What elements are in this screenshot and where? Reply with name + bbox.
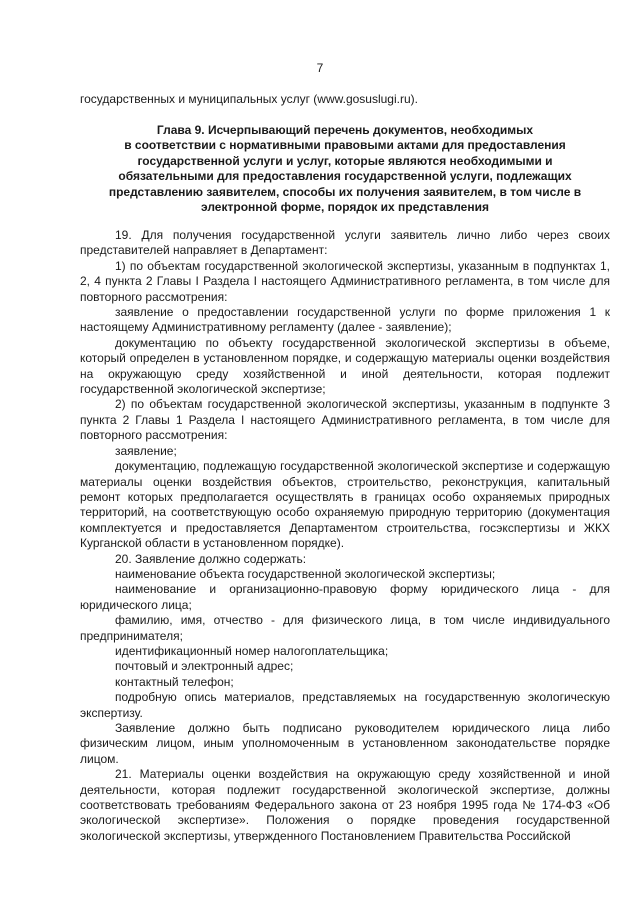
chapter-heading xyxy=(80,123,610,215)
chapter-heading-line: государственной услуги и услуг, которые являются необходимыми и xyxy=(137,153,553,168)
page-number: 7 xyxy=(316,61,324,75)
chapter-heading-line: электронной форме, порядок их представления xyxy=(201,200,489,215)
list-item: идентификационный номер налогоплательщика; xyxy=(115,643,389,658)
paragraph: документацию, подлежащую государственной экологической экспертизе и содержащую материалы оценки воздействия объектов, строительство, реконструкция, капитальный ремонт которых предполагается осуществлять в границах особо охраняемых природных территорий, на соответствующую особо охраняемую природную территорию (документация комплектуется и предоставляется Департаментом строительства, госэкспертизы и ЖКХ Курганской области в установленном порядке). xyxy=(80,459,610,551)
list-item: наименование объекта государственной экологической экспертизы; xyxy=(115,566,496,581)
paragraph-item-1: 1) по объектам государственной экологической экспертизы, указанным в подпунктах 1, 2, 4 пункта 2 Главы I Раздела I настоящего Административного регламента, в том числе для повторного рассмотрения: xyxy=(80,258,610,304)
continuation-line: государственных и муниципальных услуг (www.gosuslugi.ru). xyxy=(80,92,418,106)
paragraph-19: 19. Для получения государственной услуги заявитель лично либо через своих представителей направляет в Департамент: xyxy=(80,228,610,258)
chapter-heading-line: Глава 9. Исчерпывающий перечень документов, необходимых xyxy=(156,123,534,137)
paragraph: Заявление должно быть подписано руководителем юридического лица либо физическим лицом, иным уполномоченным в установленном законодательстве порядке лицом. xyxy=(80,721,610,766)
paragraph-20: 20. Заявление должно содержать: xyxy=(115,551,307,566)
paragraph-item-2: 2) по объектам государственной экологической экспертизы, указанным в подпункте 3 пункта 2 Главы 1 Раздела I настоящего Административного регламента, в том числе для повторного рассмотрения: xyxy=(80,397,610,443)
list-item: подробную опись материалов, представляемых на государственную экологическую экспертизу. xyxy=(80,690,610,720)
paragraph: заявление; xyxy=(115,443,177,458)
list-item: наименование и организационно-правовую форму юридического лица - для юридического лица; xyxy=(80,582,610,612)
list-item: фамилию, имя, отчество - для физического лица, в том числе индивидуального предпринимателя; xyxy=(80,613,610,643)
paragraph: заявление о предоставлении государственной услуги по форме приложения 1 к настоящему Административному регламенту (далее - заявление); xyxy=(80,305,610,335)
chapter-heading-line: в соответствии с нормативными правовыми актами для предоставления xyxy=(124,138,566,153)
body-text xyxy=(80,228,610,844)
list-item: почтовый и электронный адрес; xyxy=(115,659,294,674)
chapter-heading-line: представлению заявителем, способы их получения заявителем, в том числе в xyxy=(108,184,582,199)
paragraph-21: 21. Материалы оценки воздействия на окружающую среду хозяйственной и иной деятельности, которая подлежит государственной экологической экспертизе, должны соответствовать требованиям Федерального закона от 23 ноября 1995 года № 174-ФЗ «Об экологической экспертизе». Положения о порядке проведения государственной экологической экспертизы, утвержденного Постановлением Правительства Российской xyxy=(80,767,610,843)
paragraph: документацию по объекту государственной экологической экспертизы в объеме, который определен в установленном порядке, и содержащую материалы оценки воздействия на окружающую среду хозяйственной и иной деятельности, которая подлежит государственной экологической экспертизе; xyxy=(80,335,610,397)
list-item: контактный телефон; xyxy=(115,674,234,689)
chapter-heading-line: обязательными для предоставления государственной услуги, подлежащих xyxy=(118,169,572,184)
